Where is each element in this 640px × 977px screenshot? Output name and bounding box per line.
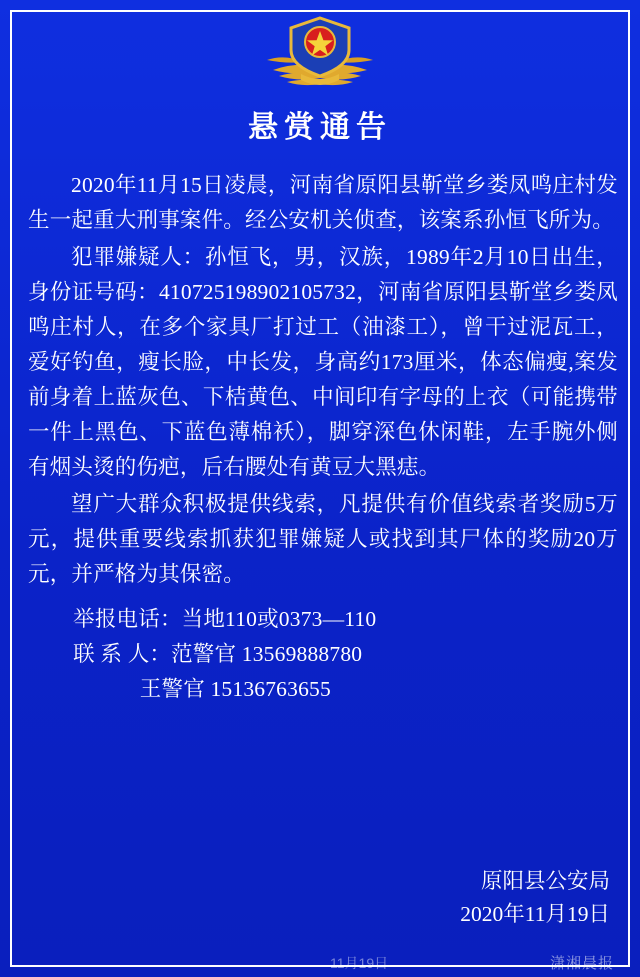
contact-person-1: 范警官 13569888780	[171, 642, 363, 666]
signature-block	[460, 865, 610, 931]
issuing-organization: 原阳县公安局	[480, 869, 610, 893]
page-title: 悬赏通告	[248, 111, 392, 144]
paragraph-suspect-description: 犯罪嫌疑人：孙恒飞，男，汉族，1989年2月10日出生，身份证号码：410725198902105732，河南省原阳县靳堂乡娄凤鸣庄村人，在多个家具厂打过工（油漆工），曾干过泥瓦工，爱好钓鱼，瘦长脸，中长发，身高约173厘米，体态偏瘦,案发前身着上蓝灰色、下桔黄色、中间印有字母的上衣（可能携带一件上黑色、下蓝色薄棉袄），脚穿深色休闲鞋，左手腕外侧有烟头烫的伤疤，后右腰处有黄豆大黑痣。	[28, 245, 618, 479]
contact-person-label: 联 系 人：	[73, 642, 172, 666]
watermark-date: 11月19日	[330, 955, 389, 971]
contact-person-2: 王警官 15136763655	[139, 677, 331, 701]
watermark-source: 潇湘晨报	[549, 955, 614, 972]
paragraph-case-summary: 2020年11月15日凌晨，河南省原阳县靳堂乡娄凤鸣庄村发生一起重大刑事案件。经公安机关侦查，该案系孙恒飞所为。	[28, 173, 618, 232]
issue-date: 2020年11月19日	[460, 902, 610, 926]
notice-body	[28, 168, 618, 707]
contact-block	[28, 602, 618, 707]
police-badge-emblem	[265, 14, 375, 92]
hotline-line	[28, 602, 618, 637]
contact-person-line-2	[28, 672, 618, 707]
paragraph-reward: 望广大群众积极提供线索，凡提供有价值线索者奖励5万元，提供重要线索抓获犯罪嫌疑人或找到其尸体的奖励20万元，并严格为其保密。	[28, 492, 618, 586]
hotline-value: 当地110或0373—110	[181, 607, 377, 631]
contact-person-line-1	[28, 637, 618, 672]
hotline-label: 举报电话：	[73, 607, 182, 631]
